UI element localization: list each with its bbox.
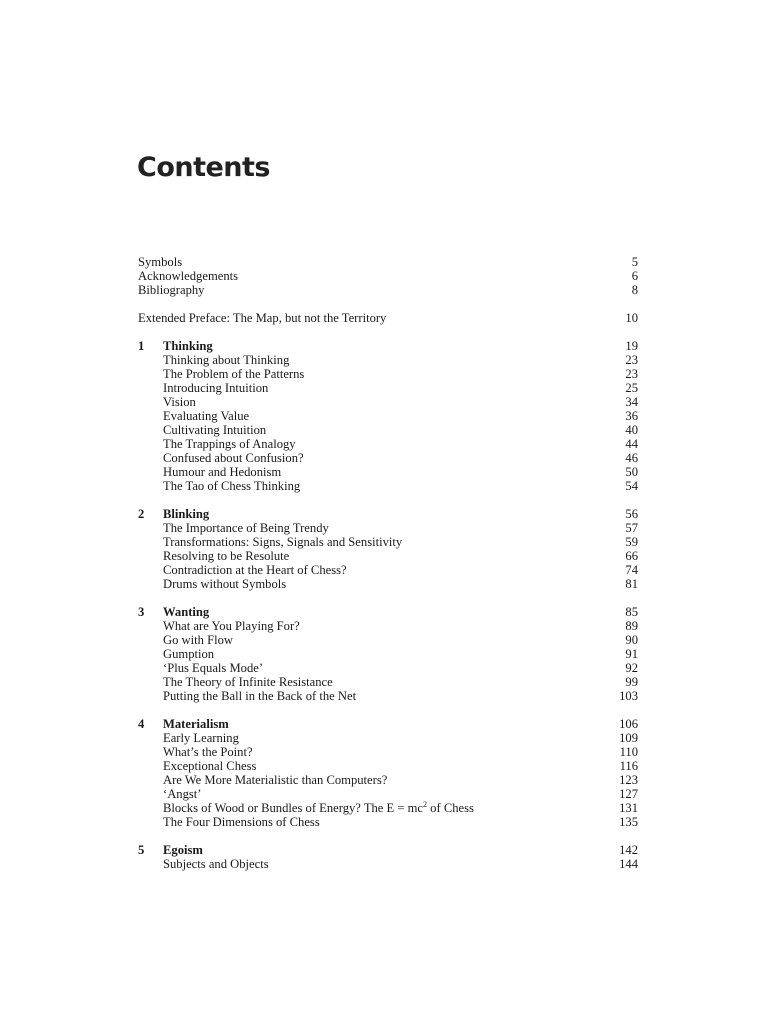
section-page: 103 — [619, 689, 638, 703]
section-page: 57 — [625, 521, 638, 535]
toc-chapter-heading — [138, 843, 638, 857]
section-page: 66 — [625, 549, 638, 563]
section-title: What are You Playing For? — [163, 619, 300, 633]
section-page: 131 — [619, 801, 638, 815]
section-title: Putting the Ball in the Back of the Net — [163, 689, 357, 703]
toc-section — [138, 521, 638, 535]
toc-entry-page: 5 — [631, 255, 638, 269]
toc-section — [138, 381, 638, 395]
toc-chapter-3 — [138, 605, 638, 703]
chapter-number: 5 — [138, 843, 145, 857]
chapter-page: 106 — [619, 717, 638, 731]
section-page: 135 — [619, 815, 638, 829]
section-title: Subjects and Objects — [163, 857, 269, 871]
toc-section — [138, 451, 638, 465]
section-title-main: Blocks of Wood or Bundles of Energy? The E = mc — [163, 801, 424, 815]
section-title-superscript: 2 — [423, 800, 428, 809]
table-of-contents — [138, 255, 638, 885]
section-title: Gumption — [163, 647, 215, 661]
section-title: Are We More Materialistic than Computers? — [163, 773, 388, 787]
toc-entry-title: Symbols — [138, 255, 183, 269]
toc-section — [138, 815, 638, 829]
chapter-number: 3 — [138, 605, 145, 619]
toc-section — [138, 563, 638, 577]
section-page: 50 — [625, 465, 638, 479]
toc-entry-acknowledgements — [138, 269, 638, 283]
section-title: ‘Plus Equals Mode’ — [163, 661, 264, 675]
toc-entry-page: 6 — [631, 269, 638, 283]
chapter-title: Egoism — [163, 843, 203, 857]
toc-section — [138, 535, 638, 549]
chapter-number: 2 — [138, 507, 145, 521]
chapter-title: Blinking — [163, 507, 210, 521]
toc-section — [138, 395, 638, 409]
toc-section — [138, 423, 638, 437]
toc-chapter-heading — [138, 339, 638, 353]
toc-entry-title: Extended Preface: The Map, but not the Territory — [138, 311, 387, 325]
section-title: What’s the Point? — [163, 745, 253, 759]
section-page: 123 — [619, 773, 638, 787]
toc-section — [138, 409, 638, 423]
toc-section — [138, 773, 638, 787]
section-page: 74 — [625, 563, 638, 577]
toc-entry-page: 10 — [625, 311, 638, 325]
chapter-number: 1 — [138, 339, 145, 353]
toc-entry-title: Acknowledgements — [138, 269, 239, 283]
toc-entry-bibliography — [138, 283, 638, 297]
section-page: 34 — [625, 395, 638, 409]
section-title: Early Learning — [163, 731, 239, 745]
section-page: 144 — [619, 857, 638, 871]
toc-entry-title: Bibliography — [138, 283, 205, 297]
toc-section — [138, 731, 638, 745]
section-page: 54 — [625, 479, 638, 493]
section-title: Vision — [163, 395, 196, 409]
section-page: 59 — [625, 535, 638, 549]
section-page: 109 — [619, 731, 638, 745]
chapter-page: 85 — [625, 605, 638, 619]
toc-section — [138, 857, 638, 871]
section-page: 25 — [625, 381, 638, 395]
section-title: The Four Dimensions of Chess — [163, 815, 320, 829]
page-title: Contents — [137, 152, 271, 183]
section-title: Go with Flow — [163, 633, 233, 647]
toc-section — [138, 787, 638, 801]
section-title: The Problem of the Patterns — [163, 367, 305, 381]
section-page: 36 — [625, 409, 638, 423]
section-page: 89 — [625, 619, 638, 633]
section-page: 23 — [625, 367, 638, 381]
chapter-page: 56 — [625, 507, 638, 521]
toc-section — [138, 661, 638, 675]
toc-front-matter — [138, 255, 638, 297]
section-title: Introducing Intuition — [163, 381, 269, 395]
chapter-number: 4 — [138, 717, 145, 731]
chapter-title: Wanting — [163, 605, 210, 619]
section-title: Transformations: Signs, Signals and Sensitivity — [163, 535, 403, 549]
toc-section — [138, 367, 638, 381]
toc-section — [138, 633, 638, 647]
section-title: Resolving to be Resolute — [163, 549, 290, 563]
chapter-page: 19 — [625, 339, 638, 353]
toc-entry-preface — [138, 311, 638, 325]
toc-chapter-2 — [138, 507, 638, 591]
toc-section — [138, 619, 638, 633]
section-title: Humour and Hedonism — [163, 465, 282, 479]
section-page: 81 — [625, 577, 638, 591]
section-title: The Trappings of Analogy — [163, 437, 296, 451]
section-title: ‘Angst’ — [163, 787, 202, 801]
section-title — [163, 801, 474, 815]
section-page: 40 — [625, 423, 638, 437]
toc-section — [138, 801, 638, 815]
section-page: 23 — [625, 353, 638, 367]
toc-chapter-heading — [138, 717, 638, 731]
section-page: 92 — [625, 661, 638, 675]
section-page: 90 — [625, 633, 638, 647]
section-title: The Tao of Chess Thinking — [163, 479, 301, 493]
toc-section — [138, 675, 638, 689]
section-page: 110 — [619, 745, 638, 759]
toc-chapter-1 — [138, 339, 638, 493]
section-page: 46 — [625, 451, 638, 465]
section-page: 116 — [619, 759, 638, 773]
toc-chapter-heading — [138, 605, 638, 619]
section-page: 127 — [619, 787, 638, 801]
section-page: 99 — [625, 675, 638, 689]
section-title: Thinking about Thinking — [163, 353, 290, 367]
section-title: Contradiction at the Heart of Chess? — [163, 563, 347, 577]
toc-section — [138, 479, 638, 493]
section-title: Confused about Confusion? — [163, 451, 304, 465]
toc-section — [138, 465, 638, 479]
section-page: 44 — [625, 437, 638, 451]
section-title: Cultivating Intuition — [163, 423, 267, 437]
section-title: The Importance of Being Trendy — [163, 521, 329, 535]
toc-chapter-4 — [138, 717, 638, 829]
toc-section — [138, 647, 638, 661]
chapter-title: Thinking — [163, 339, 213, 353]
section-page: 91 — [625, 647, 638, 661]
section-title-suffix: of Chess — [427, 801, 474, 815]
toc-section — [138, 745, 638, 759]
section-title: Drums without Symbols — [163, 577, 287, 591]
toc-section — [138, 759, 638, 773]
section-title: Evaluating Value — [163, 409, 250, 423]
toc-section — [138, 353, 638, 367]
toc-entry-page: 8 — [631, 283, 638, 297]
toc-chapter-heading — [138, 507, 638, 521]
toc-chapter-5 — [138, 843, 638, 871]
toc-entry-symbols — [138, 255, 638, 269]
toc-section — [138, 577, 638, 591]
section-title: The Theory of Infinite Resistance — [163, 675, 333, 689]
toc-section — [138, 689, 638, 703]
toc-section — [138, 437, 638, 451]
section-title: Exceptional Chess — [163, 759, 257, 773]
toc-preface — [138, 311, 638, 325]
chapter-page: 142 — [619, 843, 638, 857]
toc-section — [138, 549, 638, 563]
chapter-title: Materialism — [163, 717, 229, 731]
